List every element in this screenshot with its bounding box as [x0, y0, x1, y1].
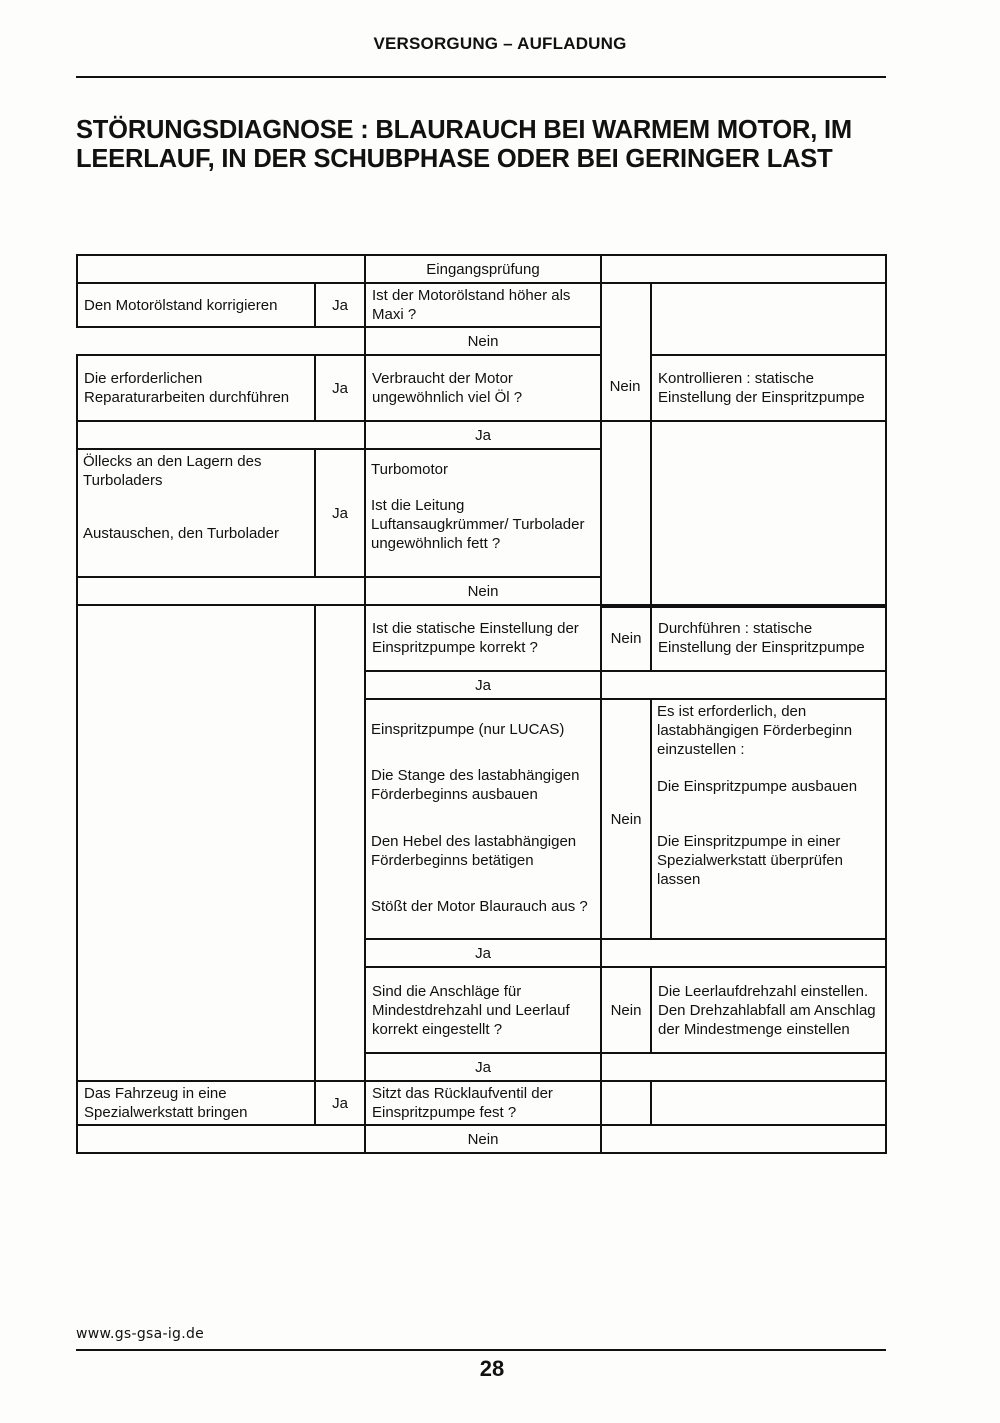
question-cell: Sind die Anschläge für Mindestdrehzahl und Leerlauf korrekt eingestellt ? — [364, 966, 602, 1054]
blank-cell — [650, 1080, 887, 1126]
blank-cell — [600, 670, 887, 700]
no-action-text: Die Einspritzpumpe in einer Spezialwerkstatt überprüfen lassen — [657, 833, 843, 888]
question-text: Einspritzpumpe (nur LUCAS) — [371, 721, 565, 738]
question-cell: Sitzt das Rücklaufventil der Einspritzpumpe fest ? — [364, 1080, 602, 1126]
no-cell: Nein — [600, 698, 652, 940]
action-cell: Das Fahrzeug in eine Spezialwerkstatt bringen — [76, 1080, 316, 1126]
entry-check: Eingangsprüfung — [364, 254, 602, 284]
blank-cell — [76, 604, 316, 1082]
no-column-cell — [600, 420, 652, 608]
yes-cell: Ja — [314, 1080, 366, 1126]
footer-url: www.gs-gsa-ig.de — [76, 1326, 205, 1342]
yes-cell: Ja — [314, 282, 366, 328]
no-column-cell — [600, 282, 652, 422]
no-cell: Nein — [600, 966, 652, 1054]
no-cell: Nein — [600, 604, 652, 672]
action-cell: Den Motorölstand korrigieren — [76, 282, 316, 328]
yes-cell: Ja — [314, 448, 366, 578]
action-cell: Die erforderlichen Reparaturarbeiten durchführen — [76, 354, 316, 422]
running-header: VERSORGUNG – AUFLADUNG — [373, 34, 627, 53]
no-cell: Nein — [364, 1124, 602, 1154]
question-cell: Verbraucht der Motor ungewöhnlich viel Öl ? — [364, 354, 602, 422]
blank-cell — [650, 420, 887, 608]
blank-cell — [76, 1124, 366, 1154]
question-cell: Ist die statische Einstellung der Einspritzpumpe korrekt ? — [364, 604, 602, 672]
no-action-cell: Kontrollieren : statische Einstellung der Einspritzpumpe — [650, 354, 887, 422]
question-text: Stößt der Motor Blaurauch aus ? — [371, 898, 588, 915]
page-title: STÖRUNGSDIAGNOSE : BLAURAUCH BEI WARMEM MOTOR, IM LEERLAUF, IN DER SCHUBPHASE ODER BEI GERINGER LAST — [76, 116, 852, 173]
footer-rule — [76, 1349, 886, 1351]
no-label: Nein — [609, 378, 641, 395]
question-text: Den Hebel des lastabhängigen Förderbeginns betätigen — [371, 833, 577, 869]
blank-cell — [600, 1080, 652, 1126]
yes-cell: Ja — [364, 938, 602, 968]
blank-cell — [76, 576, 366, 606]
action-text: Öllecks an den Lagern des Turboladers — [83, 453, 262, 489]
yes-cell: Ja — [364, 420, 602, 450]
blank-cell — [600, 1052, 887, 1082]
blank-cell — [76, 420, 366, 450]
action-text: Austauschen, den Turbolader — [83, 525, 279, 542]
no-cell: Nein — [364, 326, 602, 356]
no-cell: Nein — [364, 576, 602, 606]
question-text: Die Stange des lastabhängigen Förderbeginns ausbauen — [371, 767, 580, 803]
question-text: Ist die Leitung Luftansaugkrümmer/ Turbolader ungewöhnlich fett ? — [371, 497, 585, 552]
yes-cell: Ja — [364, 670, 602, 700]
blank-cell — [600, 1124, 887, 1154]
no-action-cell: Durchführen : statische Einstellung der Einspritzpumpe — [650, 604, 887, 672]
blank-cell — [600, 254, 887, 284]
question-text: Turbomotor — [371, 461, 448, 478]
blank-cell — [600, 938, 887, 968]
yes-cell: Ja — [364, 1052, 602, 1082]
blank-cell — [314, 604, 366, 1082]
yes-cell: Ja — [314, 354, 366, 422]
no-action-text: Es ist erforderlich, den lastabhängigen Förderbeginn einzustellen : — [657, 703, 853, 758]
blank-cell — [650, 282, 887, 356]
page-number: 28 — [479, 1356, 505, 1381]
header-rule — [76, 76, 886, 78]
no-action-cell: Die Leerlaufdrehzahl einstellen. Den Drehzahlabfall am Anschlag der Mindestmenge einstellen — [650, 966, 887, 1054]
question-cell: Ist der Motorölstand höher als Maxi ? — [364, 282, 602, 328]
no-action-text: Die Einspritzpumpe ausbauen — [657, 778, 858, 795]
blank-cell — [76, 254, 366, 284]
